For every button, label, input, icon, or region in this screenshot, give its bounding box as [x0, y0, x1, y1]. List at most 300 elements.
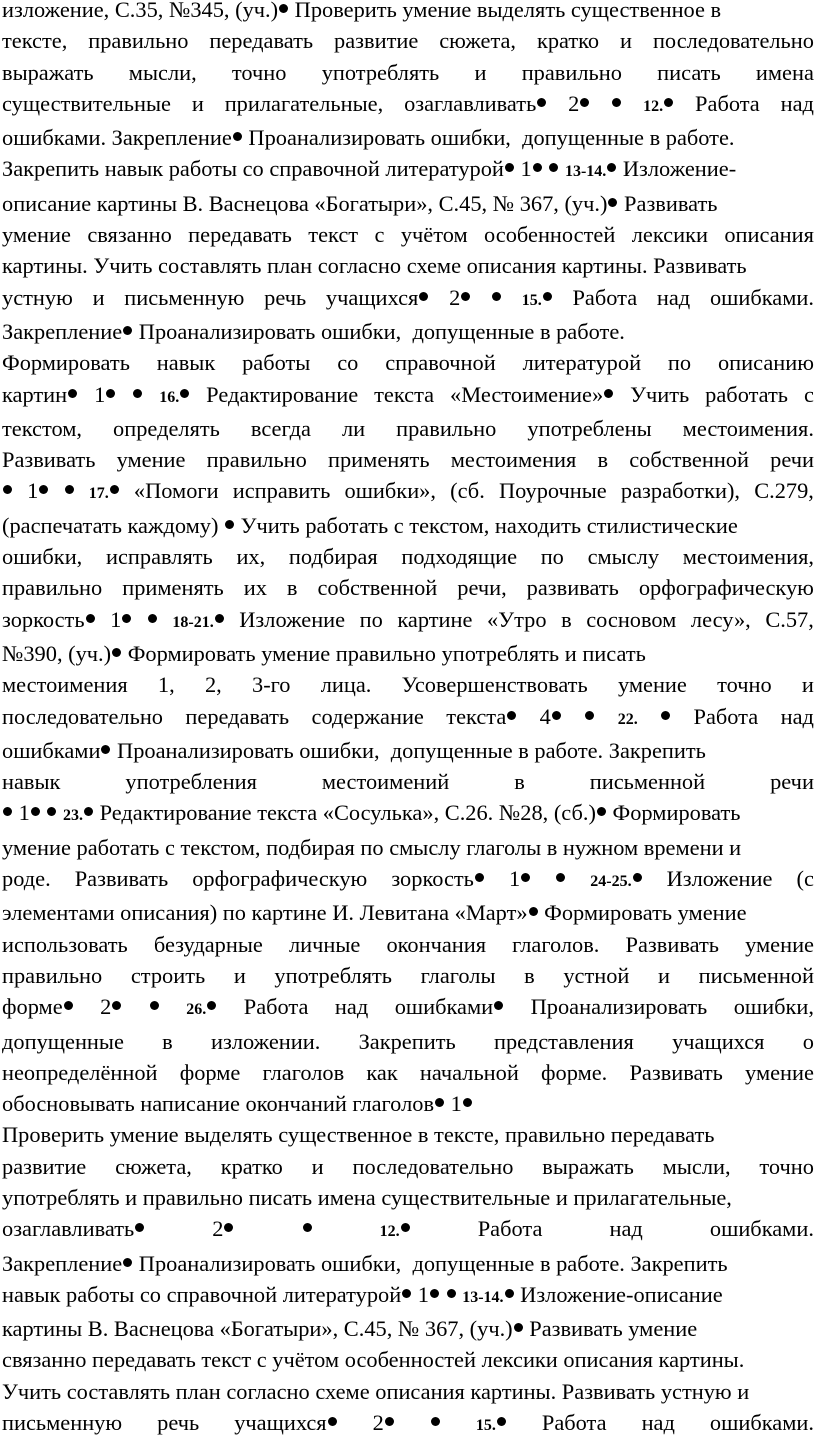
lesson-number: 26.	[186, 1001, 207, 1019]
bullet-icon	[207, 1001, 216, 1010]
text-line	[2, 701, 814, 735]
text-run: «Местоимение»	[450, 381, 604, 407]
text-run: над	[641, 1410, 675, 1436]
bullet-icon	[3, 807, 12, 816]
text-run: Изложение-описание	[514, 1281, 723, 1307]
word: изложении.	[211, 1028, 321, 1054]
bullet-icon	[47, 807, 56, 816]
word: и	[658, 962, 670, 988]
text-run: С.279,	[754, 478, 814, 504]
word: личные	[288, 931, 361, 957]
bullet-icon	[612, 98, 621, 107]
bullet-icon	[463, 1098, 472, 1107]
word: 1,	[157, 672, 175, 698]
text-line	[2, 282, 814, 316]
word: связанно	[87, 222, 172, 248]
text-run: орфографическую	[192, 866, 368, 892]
text-run: Развивать	[618, 190, 718, 216]
text-line	[2, 57, 814, 88]
word: окончания	[386, 931, 487, 957]
text-run: картины. Учить составлять план согласно схеме описания картины. Развивать	[2, 253, 747, 279]
bullet-icon	[101, 745, 110, 754]
text-run: Закрепление	[2, 1250, 123, 1276]
text-run: С.57,	[765, 606, 814, 632]
text-run: речь	[264, 284, 307, 310]
word: и	[311, 1153, 324, 1179]
word: их	[243, 575, 267, 601]
text-run: Работа	[477, 1216, 543, 1242]
text-line	[2, 1407, 814, 1441]
text-run: 1	[94, 381, 106, 407]
word: навык	[156, 350, 216, 376]
bullet-icon	[84, 807, 93, 816]
text-run: ошибками.	[709, 284, 814, 310]
word: местоимений	[321, 769, 450, 795]
word: мысли,	[128, 59, 197, 85]
word: употреблять	[274, 962, 392, 988]
word: правильно	[521, 59, 622, 85]
bullet-icon	[68, 389, 77, 398]
word: всегда	[250, 415, 311, 441]
word: и	[801, 672, 814, 698]
text-run: 1	[445, 1091, 462, 1117]
word: собственной	[629, 447, 749, 473]
word: тексте,	[2, 28, 68, 54]
word: умение	[745, 1059, 814, 1085]
text-run: зоркость	[391, 866, 474, 892]
lesson-number: 22.	[617, 710, 638, 728]
bullet-icon	[402, 1289, 411, 1298]
word: применять	[122, 575, 224, 601]
bullet-icon	[475, 873, 484, 882]
text-run: текста	[374, 381, 435, 407]
text-run: прилагательные,	[224, 90, 384, 116]
bullet-icon	[86, 614, 95, 623]
bullet-icon	[3, 485, 12, 494]
text-line	[2, 475, 814, 509]
bullet-icon	[497, 1417, 506, 1426]
text-run: ошибками.	[709, 1410, 814, 1436]
text-run: Учить работать с текстом, находить стилистические	[235, 512, 738, 538]
bullet-icon	[123, 1258, 132, 1267]
text-run: 2	[372, 1410, 384, 1436]
text-line	[2, 1376, 814, 1407]
word: кратко	[220, 1153, 283, 1179]
text-line	[2, 510, 814, 541]
word: исправлять	[105, 544, 213, 570]
text-run: 1	[27, 478, 39, 504]
text-line	[2, 347, 814, 378]
word: допущенные	[2, 1028, 124, 1054]
bullet-icon	[435, 1098, 444, 1107]
text-line	[2, 1182, 814, 1213]
bullet-icon	[106, 389, 115, 398]
text-run: над	[656, 284, 691, 310]
word: строить	[130, 962, 206, 988]
bullet-icon	[505, 1289, 514, 1298]
word: письменной	[698, 962, 814, 988]
text-run: озаглавливать	[404, 90, 537, 116]
bullet-icon	[133, 389, 142, 398]
lesson-number: 17.	[88, 485, 109, 503]
text-line	[2, 897, 814, 928]
text-run: ошибками	[2, 737, 101, 763]
text-run: существительные	[2, 90, 171, 116]
word: передавать	[209, 28, 314, 54]
word: 2,	[204, 672, 222, 698]
text-run: ошибками. Закрепление	[2, 125, 232, 151]
text-run	[440, 1282, 446, 1307]
text-run: Учить составлять план согласно схеме описания картины. Развивать устную и	[2, 1378, 750, 1404]
text-run: разработки),	[620, 478, 741, 504]
bullet-icon	[385, 1417, 394, 1426]
text-run: Проверить умение выделять существенное в тексте, правильно передавать	[2, 1122, 715, 1148]
bullet-icon	[112, 648, 121, 657]
bullet-icon	[39, 485, 48, 494]
word: текст	[308, 222, 359, 248]
word: речи	[770, 769, 814, 795]
text-line	[2, 766, 814, 797]
text-run	[41, 800, 47, 825]
word: собственной	[317, 575, 438, 601]
text-run: исправить	[232, 478, 331, 504]
bullet-icon	[431, 1417, 440, 1426]
text-run: Проанализировать ошибки, допущенные в работе.	[133, 318, 625, 344]
text-run: 1	[508, 866, 521, 892]
word: сюжета,	[439, 28, 517, 54]
word: правильно	[88, 28, 189, 54]
text-run: умение работать с текстом, подбирая по смыслу глаголы в нужном времени и	[2, 834, 742, 860]
word: по	[540, 544, 564, 570]
text-line	[2, 88, 814, 122]
text-run: №390, (уч.)	[2, 640, 112, 666]
bullet-icon	[328, 1417, 337, 1426]
text-line	[2, 1151, 814, 1182]
text-run	[543, 156, 549, 181]
bullet-icon	[180, 389, 189, 398]
word: орфографическую	[638, 575, 814, 601]
text-run: изложение, С.35, №345, (уч.)	[2, 0, 279, 22]
text-run: работать	[705, 381, 789, 407]
text-run: и	[191, 90, 204, 116]
word: со	[337, 350, 359, 376]
word: особенностей	[484, 222, 616, 248]
word: ошибки,	[2, 544, 83, 570]
bullet-icon	[507, 711, 516, 720]
word: последовательно	[652, 28, 814, 54]
text-run: Закрепить навык работы со справочной литературой	[2, 156, 504, 182]
text-run: последовательно	[2, 703, 163, 729]
text-run: (с	[796, 866, 814, 892]
bullet-icon	[279, 4, 288, 13]
bullet-icon	[543, 292, 552, 301]
text-run: описание картины В. Васнецова «Богатыри», С.45, № 367, (уч.)	[2, 190, 608, 216]
text-run: роде.	[2, 866, 51, 892]
text-run: Формировать	[606, 800, 741, 826]
word: о	[802, 1028, 814, 1054]
word: местоимения	[2, 672, 128, 698]
text-line	[2, 379, 814, 413]
word: 3-го	[252, 672, 291, 698]
text-run: письменную	[2, 1410, 123, 1436]
text-run: навык работы со справочной литературой	[2, 1281, 402, 1307]
text-line	[2, 1279, 814, 1313]
bullet-icon	[447, 1289, 456, 1298]
bullet-icon	[552, 711, 561, 720]
lesson-number: 24-25.	[590, 873, 632, 891]
word: кратко	[536, 28, 600, 54]
bullet-icon	[461, 292, 470, 301]
word: и	[474, 59, 487, 85]
bullet-icon	[597, 807, 606, 816]
text-run: Поурочные	[498, 478, 607, 504]
text-line	[2, 1057, 814, 1088]
word: описанию	[717, 350, 814, 376]
word: их,	[236, 544, 266, 570]
bullet-icon	[580, 98, 589, 107]
word: правильно	[2, 962, 103, 988]
text-run: Развивать	[74, 866, 169, 892]
word: литературой	[522, 350, 642, 376]
text-run: Работа	[243, 994, 309, 1020]
text-line	[2, 735, 814, 766]
word: последовательно	[352, 1153, 514, 1179]
bullet-icon	[225, 520, 234, 529]
bullet-icon	[607, 163, 616, 172]
text-run: над	[780, 703, 814, 729]
word: в	[514, 769, 525, 795]
text-run: Изложение	[666, 866, 773, 892]
text-run: Закрепление	[2, 318, 123, 344]
text-line	[2, 541, 814, 572]
word: правильно	[396, 415, 497, 441]
word: в	[597, 447, 609, 473]
word: учащихся	[672, 1028, 765, 1054]
word: сюжета,	[115, 1153, 192, 1179]
word: выражать	[2, 59, 94, 85]
word: точно	[231, 59, 287, 85]
bullet-icon	[521, 873, 530, 882]
text-run: Проверить умение выделять существенное в	[289, 0, 722, 22]
text-run: Редактирование текста «Сосулька», С.26. №28, (сб.)	[94, 800, 596, 826]
lesson-number: 16.	[159, 388, 180, 406]
lesson-number: 13-14.	[462, 1288, 504, 1306]
word: и	[233, 962, 246, 988]
bullet-icon	[65, 485, 74, 494]
text-line	[2, 444, 814, 475]
text-run: употреблять и правильно писать имена существительные и прилагательные,	[2, 1184, 732, 1210]
bullet-icon	[135, 1223, 144, 1232]
word: в	[286, 575, 298, 601]
text-run: ошибками	[394, 994, 494, 1020]
word: глаголов.	[512, 931, 600, 957]
word: точно	[759, 1153, 814, 1179]
bullet-icon	[492, 292, 501, 301]
text-run: Формировать умение	[538, 900, 747, 926]
word: Закрепить	[358, 1028, 456, 1054]
text-run: содержание	[311, 703, 424, 729]
word: неопределённой	[2, 1059, 158, 1085]
word: определять	[113, 415, 220, 441]
text-line	[2, 1026, 814, 1057]
word: употреблять	[321, 59, 440, 85]
text-line	[2, 1248, 814, 1279]
word: устной	[563, 962, 630, 988]
bullet-icon	[419, 292, 428, 301]
text-line	[2, 122, 814, 153]
word: передавать	[188, 222, 292, 248]
text-run: ошибки»,	[344, 478, 436, 504]
word: Развивать	[625, 931, 719, 957]
word: Формировать	[2, 350, 130, 376]
lesson-number: 15.	[521, 291, 542, 309]
text-run: (распечатать каждому)	[2, 512, 225, 538]
word: в	[524, 962, 535, 988]
lesson-number: 18-21.	[172, 613, 214, 631]
word: писать	[657, 59, 721, 85]
bullet-icon	[585, 711, 594, 720]
word: глаголы	[420, 962, 496, 988]
text-line	[2, 960, 814, 991]
bullet-icon	[64, 1001, 73, 1010]
bullet-icon	[505, 163, 514, 172]
bullet-icon	[401, 1223, 410, 1232]
text-run: Учить	[630, 381, 690, 407]
text-run: Редактирование	[206, 381, 359, 407]
text-run: Работа	[693, 703, 759, 729]
word: использовать	[2, 931, 128, 957]
word: безударные	[153, 931, 263, 957]
text-run: устную	[2, 284, 73, 310]
word: местоимения.	[682, 415, 814, 441]
text-run: учащихся	[234, 1410, 327, 1436]
text-run: «Помоги	[133, 478, 219, 504]
word: письменной	[589, 769, 706, 795]
text-run: Работа	[572, 284, 638, 310]
text-line	[2, 929, 814, 960]
text-line	[2, 797, 814, 831]
lesson-number: 15.	[475, 1417, 496, 1435]
word: начальной	[419, 1059, 519, 1085]
word: в	[162, 1028, 173, 1054]
word: работы	[242, 350, 311, 376]
word: с	[374, 222, 385, 248]
word: умение	[116, 447, 186, 473]
bullet-icon	[529, 907, 538, 916]
word: умение	[2, 222, 71, 248]
bullet-icon	[664, 98, 673, 107]
text-run: картины В. Васнецова «Богатыри», С.45, № 367, (уч.)	[2, 1316, 513, 1342]
text-run: над	[609, 1216, 643, 1242]
bullet-icon	[215, 614, 224, 623]
lesson-number: 23.	[63, 807, 84, 825]
word: форме	[179, 1059, 241, 1085]
text-line	[2, 669, 814, 700]
word: подходящие	[401, 544, 518, 570]
text-run: Развивать умение	[523, 1316, 698, 1342]
text-run: обосновывать написание окончаний глаголов	[2, 1091, 435, 1117]
text-run: текста	[446, 703, 507, 729]
text-run: Формировать умение правильно употреблять и писать	[122, 640, 646, 666]
text-run: сосновом	[586, 606, 677, 632]
word: представления	[493, 1028, 634, 1054]
bullet-icon	[224, 1223, 233, 1232]
word: справочной	[385, 350, 496, 376]
text-run: 2	[449, 284, 461, 310]
word: местоимения	[450, 447, 577, 473]
text-run: передавать	[185, 703, 290, 729]
word: как	[366, 1059, 398, 1085]
text-line	[2, 0, 814, 25]
text-line	[2, 316, 814, 347]
bullet-icon	[608, 198, 617, 207]
text-run: Изложение	[239, 606, 346, 632]
word: употреблены	[527, 415, 652, 441]
lesson-number: 12.	[643, 97, 664, 115]
text-line	[2, 153, 814, 187]
bullet-icon	[633, 873, 642, 882]
text-line	[2, 1213, 814, 1247]
text-line	[2, 25, 814, 56]
text-run: над	[334, 994, 369, 1020]
word: применять	[328, 447, 430, 473]
text-run: (сб.	[450, 478, 485, 504]
word: речи,	[457, 575, 507, 601]
text-run: с	[803, 381, 814, 407]
text-run: 2	[568, 90, 580, 116]
bullet-icon	[123, 326, 132, 335]
text-run: Работа	[695, 90, 760, 116]
word: умение	[617, 672, 687, 698]
text-run: 1	[110, 606, 122, 632]
text-line	[2, 219, 814, 250]
bullet-icon	[110, 485, 119, 494]
word: точно	[717, 672, 772, 698]
word: мысли,	[662, 1153, 731, 1179]
text-run: по	[359, 606, 383, 632]
bullet-icon	[150, 1001, 159, 1010]
text-line	[2, 250, 814, 281]
text-line	[2, 863, 814, 897]
bullet-icon	[430, 1289, 439, 1298]
bullet-icon	[31, 807, 40, 816]
text-run: Проанализировать ошибки, допущенные в работе. Закрепить	[111, 737, 706, 763]
text-run: связанно передавать текст с учётом особенностей лексики описания картины.	[2, 1347, 745, 1373]
text-run: учащихся	[325, 284, 419, 310]
word: форме.	[541, 1059, 608, 1085]
text-run: картине	[397, 606, 473, 632]
text-run: ошибки,	[733, 994, 814, 1020]
text-run: письменную	[124, 284, 245, 310]
text-run: 1	[412, 1281, 429, 1307]
text-line	[2, 1313, 814, 1344]
text-run: лесу»,	[690, 606, 751, 632]
text-line	[2, 1088, 814, 1119]
word: по	[667, 350, 692, 376]
text-run: форме	[2, 994, 63, 1020]
bullet-icon	[556, 873, 565, 882]
text-run: Работа	[541, 1410, 607, 1436]
text-run: 2	[100, 994, 112, 1020]
text-run: 4	[539, 703, 551, 729]
word: и	[620, 28, 633, 54]
text-line	[2, 1344, 814, 1375]
text-run: 1	[514, 156, 532, 182]
bullet-icon	[537, 98, 546, 107]
word: употребления	[125, 769, 257, 795]
bullet-icon	[303, 1223, 312, 1232]
text-line	[2, 572, 814, 603]
